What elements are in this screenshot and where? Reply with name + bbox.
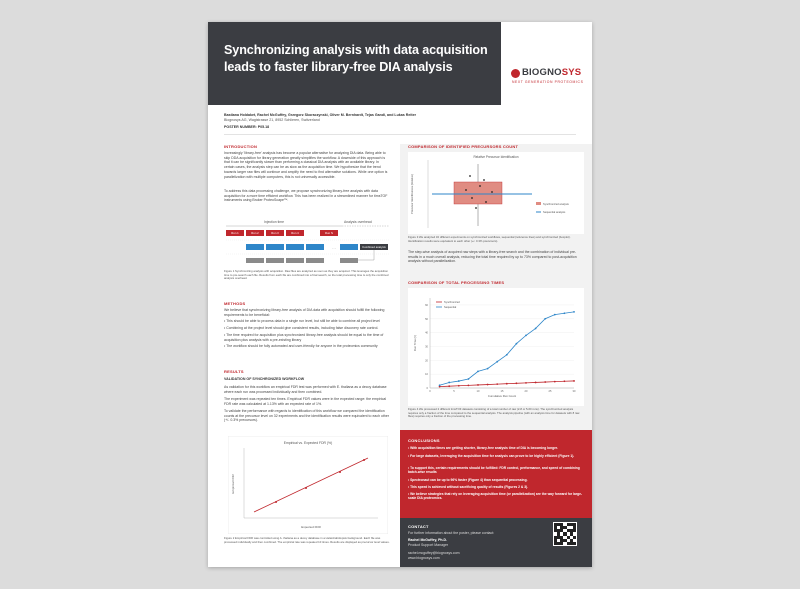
x-tick-label: 10 — [476, 390, 480, 393]
analysis-box — [340, 244, 358, 250]
data-point-synchronized — [544, 381, 546, 383]
pre-result-box — [306, 258, 324, 263]
x-axis-label: Cumulative Run Count — [487, 394, 517, 398]
run-label: Run N — [325, 231, 333, 235]
methods-bullet: • The workflow should be fully automated and user-friendly for anyone in the proteomics community — [224, 344, 378, 348]
data-point-synchronized — [564, 380, 566, 382]
box-point — [479, 185, 481, 187]
data-point-synchronized — [516, 382, 518, 384]
results-paragraph-3: To validate the performance with regards to identification of this workflow we compared the identification counts at the precursor level on 32 experiments and the identification results were equivalent to each other (+/- 0.3% precursors). — [224, 409, 389, 423]
data-point-sequential — [516, 343, 518, 345]
box-point — [469, 175, 471, 177]
x-tick-label: 25 — [548, 390, 552, 393]
fdr-point — [275, 501, 277, 503]
data-point-sequential — [487, 368, 489, 370]
conclusions-panel — [400, 430, 592, 518]
data-point-sequential — [506, 354, 508, 356]
x-tick-label: 30 — [572, 390, 576, 393]
data-point-sequential — [573, 311, 575, 313]
data-point-sequential — [564, 312, 566, 314]
box-point — [475, 207, 477, 209]
contact-text: For further information about the poster, please contact: — [408, 531, 495, 535]
analysis-box — [246, 244, 264, 250]
diagram-label-right: Analysis overhead — [344, 220, 372, 224]
legend-label: Synchronized — [444, 301, 460, 304]
comparison-paragraph: The step-wise analysis of acquired raw steps with a library-free search and the combination of individual pre-results in a much overall analysis, reducing the total time required by up to 73% compared to post-acquisition analysis without parallelization. — [408, 250, 577, 264]
run-boxes-red — [226, 230, 338, 236]
divider — [224, 134, 576, 135]
figure-2-caption: Figure 2 Empirical FDR was controlled using A. thaliana as a decoy database in a Hela/Arabidopsis background. Each file was processed individually and then combined. The empirical rate was repeated 10 times. Results are displayed as precursor level values. — [224, 536, 390, 544]
fdr-chart-title: Empirical vs. Expected FDR (%) — [283, 441, 333, 445]
fdr-chart — [228, 436, 388, 534]
legend-label: Sequential — [444, 306, 457, 309]
data-point-sequential — [458, 380, 460, 382]
contact-website[interactable]: www.biognosys.com — [408, 556, 440, 560]
logo-text-a: BIOGNO — [522, 67, 562, 78]
affiliation: Biognosys AG, Wagistrasse 21, 8952 Schlieren, Switzerland — [224, 118, 320, 122]
run-label: Run 4 — [291, 231, 299, 235]
methods-bullet: • This should be able to process data in a single run level, but still be able to combine all project level — [224, 319, 380, 323]
data-point-sequential — [448, 382, 450, 384]
x-tick-label: 0 — [429, 390, 431, 393]
pre-result-boxes — [246, 250, 374, 263]
data-point-sequential — [544, 318, 546, 320]
conclusion-item: • Spectronaut can be up to 96% faster (Figure 4) than sequential processing. — [408, 478, 528, 482]
poster — [208, 22, 592, 567]
fdr-point — [363, 459, 365, 461]
intro-paragraph-1: Increasingly 'library-free' analysis has become a popular alternative for analyzing DIA data. Being able to skip DDA acquisition for library generation greatly simplifies the workflow. A downside of this approach is that it can be significantly slower than performing a classical DIA analysis with an available library. In certain cases, the analysis step can be as slow as the acquisition time. We hypothesize that the trend towards larger raw files will continue and amplify the need to find alternative solutions. While one option is parallelization with multiple computers, this is not universally accessible. — [224, 151, 388, 179]
y-tick-label: 20 — [425, 359, 428, 363]
run-label: Run 1 — [231, 231, 239, 235]
logo-area — [501, 22, 592, 105]
figure-4-caption: Figure 4 We processed 2 different timsTOF datasets consisting of a total number of raw (2-8 or 5-60 runs). The synchronized analysis requires only a fraction of the time compared to the sequential analysis. The analysis pipeline (with an analysis time for datasets with 8 raw files) requires only a fraction of the processing time. — [408, 407, 580, 419]
chart-frame — [408, 288, 584, 406]
data-point-synchronized — [573, 380, 575, 382]
data-point-sequential — [477, 370, 479, 372]
boxplot-title: Relative Precursor Identification — [473, 155, 519, 159]
run-label: Run 2 — [251, 231, 259, 235]
boxplot-ylabel: Precursor Identifications (Relative) — [411, 174, 414, 214]
qr-code[interactable] — [553, 522, 577, 546]
figure-1-caption: Figure 1 Synchronizing analysis with acquisition. Raw files are analyzed as soon as they are acquired. This leverages the acquisition time to pre-search each file. Results from each file are combined into a final search, so the total processing time is only the combined analysis overhead. — [224, 269, 389, 281]
contact-email[interactable]: rachel.mcguffey@biognosys.com — [408, 551, 460, 555]
legend-label: Synchronized analysis — [543, 203, 569, 206]
data-point-sequential — [535, 328, 537, 330]
fdr-point — [305, 487, 307, 489]
data-point-synchronized — [554, 381, 556, 383]
x-tick-label: 20 — [524, 390, 528, 393]
times-heading: COMPARISON OF TOTAL PROCESSING TIMES — [408, 280, 505, 285]
fdr-xlabel: Expected FDR — [301, 525, 321, 529]
data-point-sequential — [468, 378, 470, 380]
run-label: Run 3 — [271, 231, 279, 235]
fdr-point — [339, 471, 341, 473]
methods-intro: We believe that synchronizing library-free analysis of DIA data with acquisition should fulfill the following requirements to be beneficial: — [224, 308, 385, 317]
poster-title: Synchronizing analysis with data acquisition leads to faster library-free DIA analysis — [224, 43, 488, 74]
ellipsis: … — [332, 245, 336, 250]
data-point-synchronized — [468, 384, 470, 386]
legend-label: Sequential analysis — [543, 211, 566, 214]
precursor-boxplot — [408, 152, 584, 234]
analysis-box — [266, 244, 284, 250]
data-point-synchronized — [535, 382, 537, 384]
conclusions-heading: CONCLUSIONS — [408, 438, 440, 443]
pre-result-box — [246, 258, 264, 263]
comparison-heading: COMPARISON OF IDENTIFIED PRECURSORS COUNT — [408, 144, 519, 149]
processing-time-chart — [408, 288, 584, 406]
conclusion-item: • This speed is achieved without sacrificing quality of results (Figures 2 & 3). — [408, 485, 529, 489]
y-tick-label: 50 — [425, 317, 428, 321]
x-tick-label: 5 — [453, 390, 455, 393]
conclusion-item: • We believe strategies that rely on leveraging acquisition time (or parallelization) are the way forward for large-scale DIA proteomics. — [408, 492, 583, 501]
combined-analysis-label: Combined analysis — [362, 245, 386, 249]
data-point-synchronized — [477, 384, 479, 386]
biognosys-logo — [522, 67, 581, 78]
conclusion-item: • For large datasets, leveraging the acquisition time for analysis can prove to be highly efficient (Figure 1). — [408, 454, 575, 458]
figure-3-caption: Figure 3 We analyzed 32 different experiments on synchronized workflows, sequential (reference lines) and synchronized (boxplot). Identification results were equivalent to each other (+/- 0.3% precursors). — [408, 235, 571, 243]
pre-result-box — [266, 258, 284, 263]
data-point-synchronized — [487, 384, 489, 386]
data-point-sequential — [439, 384, 441, 386]
logo-text-b: SYS — [561, 67, 582, 78]
methods-heading: METHODS — [224, 301, 246, 306]
contact-role: Product Support Manager — [408, 543, 449, 547]
logo-tagline: NEXT GENERATION PROTEOMICS — [512, 80, 584, 84]
data-point-sequential — [496, 361, 498, 363]
y-axis-label: Run Time (h) — [413, 334, 417, 352]
box-point — [483, 179, 485, 181]
boxplot-box — [454, 182, 502, 204]
pre-result-box — [286, 258, 304, 263]
y-tick-label: 10 — [425, 373, 428, 377]
chart-frame — [228, 436, 388, 534]
conclusion-item: • With acquisition times are getting shorter, library-free analysis time of DIA is becoming longer. — [408, 446, 558, 450]
data-point-synchronized — [506, 383, 508, 385]
legend-swatch-sync — [536, 202, 541, 205]
biognosys-logo-icon — [511, 69, 520, 78]
analysis-box — [286, 244, 304, 250]
run-boxes-blue — [246, 244, 388, 250]
contact-heading: CONTACT — [408, 524, 429, 529]
box-point — [491, 191, 493, 193]
authors: Bastiana Holdaket, Rachel McGuffey, Grzegorz Skoraczynski, Oliver M. Bernhardt, Tejas Gandi, and Lukas Reiter — [224, 113, 416, 117]
intro-heading: INTRODUCTION — [224, 144, 258, 149]
results-paragraph-1: As validation for this workflow an empirical FDR test was performed with E. thaliana as a decoy database where each run was processed individually and then combined. — [224, 385, 387, 394]
data-point-synchronized — [458, 385, 460, 387]
analysis-box — [306, 244, 324, 250]
results-paragraph-2: The experiment was repeated ten times. Empirical FDR values were in the expected range: the empirical FDR rate was calculated at 1.13% with an expected rate of 1%. — [224, 397, 387, 406]
y-tick-label: 40 — [425, 331, 428, 335]
diagram-label-left: Injection time — [264, 220, 284, 224]
data-point-synchronized — [448, 385, 450, 387]
methods-bullet: • The time required for acquisition plus synchronized library-free analysis should be equal to the time of acquisition plus analysis with a pre-existing library — [224, 333, 384, 342]
results-subheading: VALIDATION OF SYNCHRONIZED WORKFLOW — [224, 377, 305, 381]
fdr-ylabel: Empirical FDR — [231, 474, 235, 494]
intro-paragraph-2: To address this data processing challenge, we propose synchronizing library-free analysis with data acquisition for a more time efficient workflow. This has been realized in a streamlined manner for timsTOF instruments using Bruker ProteoScape™. — [224, 189, 388, 203]
y-tick-label: 0 — [426, 387, 428, 390]
results-heading: RESULTS — [224, 369, 244, 374]
y-tick-label: 60 — [425, 303, 428, 307]
data-point-sequential — [525, 334, 527, 336]
box-point — [485, 201, 487, 203]
data-point-synchronized — [496, 383, 498, 385]
data-point-sequential — [554, 314, 556, 316]
conclusion-item: • To support this, certain requirements should be fulfilled: FDR control, performance, and speed of combining batch-wise results — [408, 466, 580, 475]
pre-result-box — [340, 258, 358, 263]
y-tick-label: 30 — [425, 345, 428, 349]
box-point — [465, 189, 467, 191]
data-point-synchronized — [525, 382, 527, 384]
contact-name: Rachel McGuffey, Ph.D. — [408, 538, 448, 542]
workflow-diagram — [224, 218, 392, 296]
poster-number: POSTER NUMBER: P05.18 — [224, 125, 270, 129]
methods-bullet: • Combining at the project level should give consistent results, including false discovery rate control. — [224, 326, 379, 330]
box-point — [471, 197, 473, 199]
x-tick-label: 15 — [500, 390, 504, 393]
